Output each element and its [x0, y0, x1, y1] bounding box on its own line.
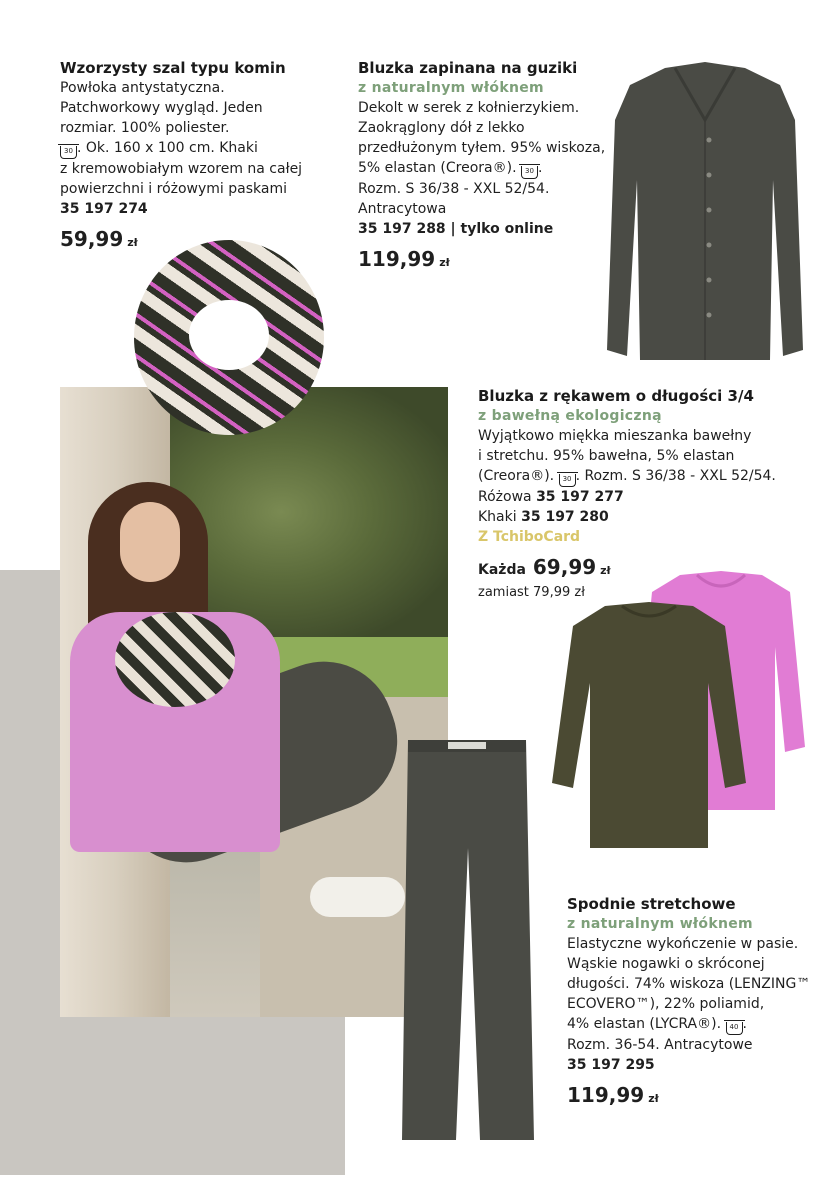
pants-desc-2: Wąskie nogawki o skróconej	[567, 956, 765, 972]
scarf-desc-2: Patchworkowy wygląd. Jeden	[60, 100, 263, 116]
blouse-34-old-price: zamiast 79,99 zł	[478, 585, 585, 600]
scarf-desc-3: rozmiar. 100% poliester.	[60, 120, 230, 136]
scarf-article-number: 35 197 274	[60, 201, 148, 217]
blouse-buttons-desc-2: Zaokrąglony dół z lekko	[358, 120, 525, 136]
pants-price-currency: zł	[648, 1092, 659, 1105]
scarf-desc-4	[60, 138, 330, 159]
blouse-34-desc-2: i stretchu. 95% bawełna, 5% elastan	[478, 448, 735, 464]
wash-40-icon: 40	[726, 1022, 743, 1035]
pants-article-number: 35 197 295	[567, 1057, 655, 1073]
blouse-buttons-desc-6: Antracytowa	[358, 201, 447, 217]
pants-desc-3: długości. 74% wiskoza (LENZING™	[567, 976, 811, 992]
each-label: Każda	[478, 562, 526, 578]
model-face	[120, 502, 180, 582]
blouse-34-subtitle: z bawełną ekologiczną	[478, 408, 662, 424]
pants-wash-end: .	[742, 1016, 747, 1032]
variant-pink-number: 35 197 277	[536, 489, 624, 505]
blouse-buttons-article-number: 35 197 288 | tylko online	[358, 221, 554, 237]
model-shoe	[310, 877, 405, 917]
blouse-buttons-wash-end: .	[538, 160, 543, 176]
scarf-price-currency: zł	[127, 236, 138, 249]
blouse-buttons-desc-3: przedłużonym tyłem. 95% wiskoza,	[358, 140, 606, 156]
scarf-info	[60, 58, 330, 257]
blouse-34-title: Bluzka z rękawem o długości 3/4	[478, 387, 754, 405]
pants-subtitle: z naturalnym włóknem	[567, 916, 753, 932]
pants-product-image	[398, 738, 536, 1143]
blouse-buttons-desc-5: Rozm. S 36/38 - XXL 52/54.	[358, 181, 550, 197]
blouse-34-variant-pink	[478, 487, 798, 507]
blouse-34-desc-3	[478, 466, 798, 487]
tchibocard-label: Z TchiboCard	[478, 529, 581, 545]
blouse-buttons-title: Bluzka zapinana na guziki	[358, 59, 578, 77]
pants-price-value: 119,99	[567, 1083, 645, 1107]
blouse-buttons-info	[358, 58, 608, 277]
blouse-buttons-price-value: 119,99	[358, 247, 436, 271]
wash-30-icon: 30	[559, 474, 576, 487]
pants-price	[567, 1081, 829, 1113]
scarf-title: Wzorzysty szal typu komin	[60, 59, 286, 77]
khaki-tee-product-image	[550, 598, 748, 850]
scarf-desc-5: z kremowobiałym wzorem na całej	[60, 161, 303, 177]
dark-blouse-product-image	[605, 60, 805, 365]
variant-khaki-label: Khaki	[478, 509, 517, 525]
scarf-desc-1: Powłoka antystatyczna.	[60, 80, 225, 96]
blouse-buttons-desc-4	[358, 158, 608, 179]
scarf-price	[60, 225, 330, 257]
blouse-34-info	[478, 386, 798, 601]
scarf-size-text: . Ok. 160 x 100 cm. Khaki	[77, 140, 258, 156]
blouse-34-desc-1: Wyjątkowo miękka mieszanka bawełny	[478, 428, 752, 444]
pants-desc-6: Rozm. 36-54. Antracytowe	[567, 1037, 753, 1053]
pants-desc-5	[567, 1014, 829, 1035]
blouse-34-price	[478, 553, 798, 585]
blouse-buttons-subtitle: z naturalnym włóknem	[358, 80, 544, 96]
blouse-buttons-material: 5% elastan (Creora®).	[358, 160, 521, 176]
model-photo	[60, 387, 448, 1017]
blouse-34-price-value: 69,99	[532, 555, 597, 579]
variant-khaki-number: 35 197 280	[521, 509, 609, 525]
pants-desc-4: ECOVERO™), 22% poliamid,	[567, 996, 765, 1012]
variant-pink-label: Różowa	[478, 489, 532, 505]
blouse-buttons-price	[358, 245, 608, 277]
blouse-34-price-currency: zł	[600, 564, 611, 577]
blouse-34-sizes: . Rozm. S 36/38 - XXL 52/54.	[575, 468, 776, 484]
model-scarf	[115, 612, 235, 707]
scarf-product-image	[134, 240, 324, 435]
wash-30-icon: 30	[60, 146, 77, 159]
scarf-hole	[189, 300, 269, 370]
blouse-34-variant-khaki	[478, 507, 798, 527]
blouse-buttons-price-currency: zł	[439, 256, 450, 269]
scarf-price-value: 59,99	[60, 227, 124, 251]
pants-info	[567, 894, 829, 1113]
wash-30-icon: 30	[521, 166, 538, 179]
blouse-34-material: (Creora®).	[478, 468, 559, 484]
pants-material: 4% elastan (LYCRA®).	[567, 1016, 726, 1032]
pants-desc-1: Elastyczne wykończenie w pasie.	[567, 936, 799, 952]
scarf-desc-6: powierzchni i różowymi paskami	[60, 181, 288, 197]
blouse-buttons-desc-1: Dekolt w serek z kołnierzykiem.	[358, 100, 580, 116]
pants-title: Spodnie stretchowe	[567, 895, 736, 913]
